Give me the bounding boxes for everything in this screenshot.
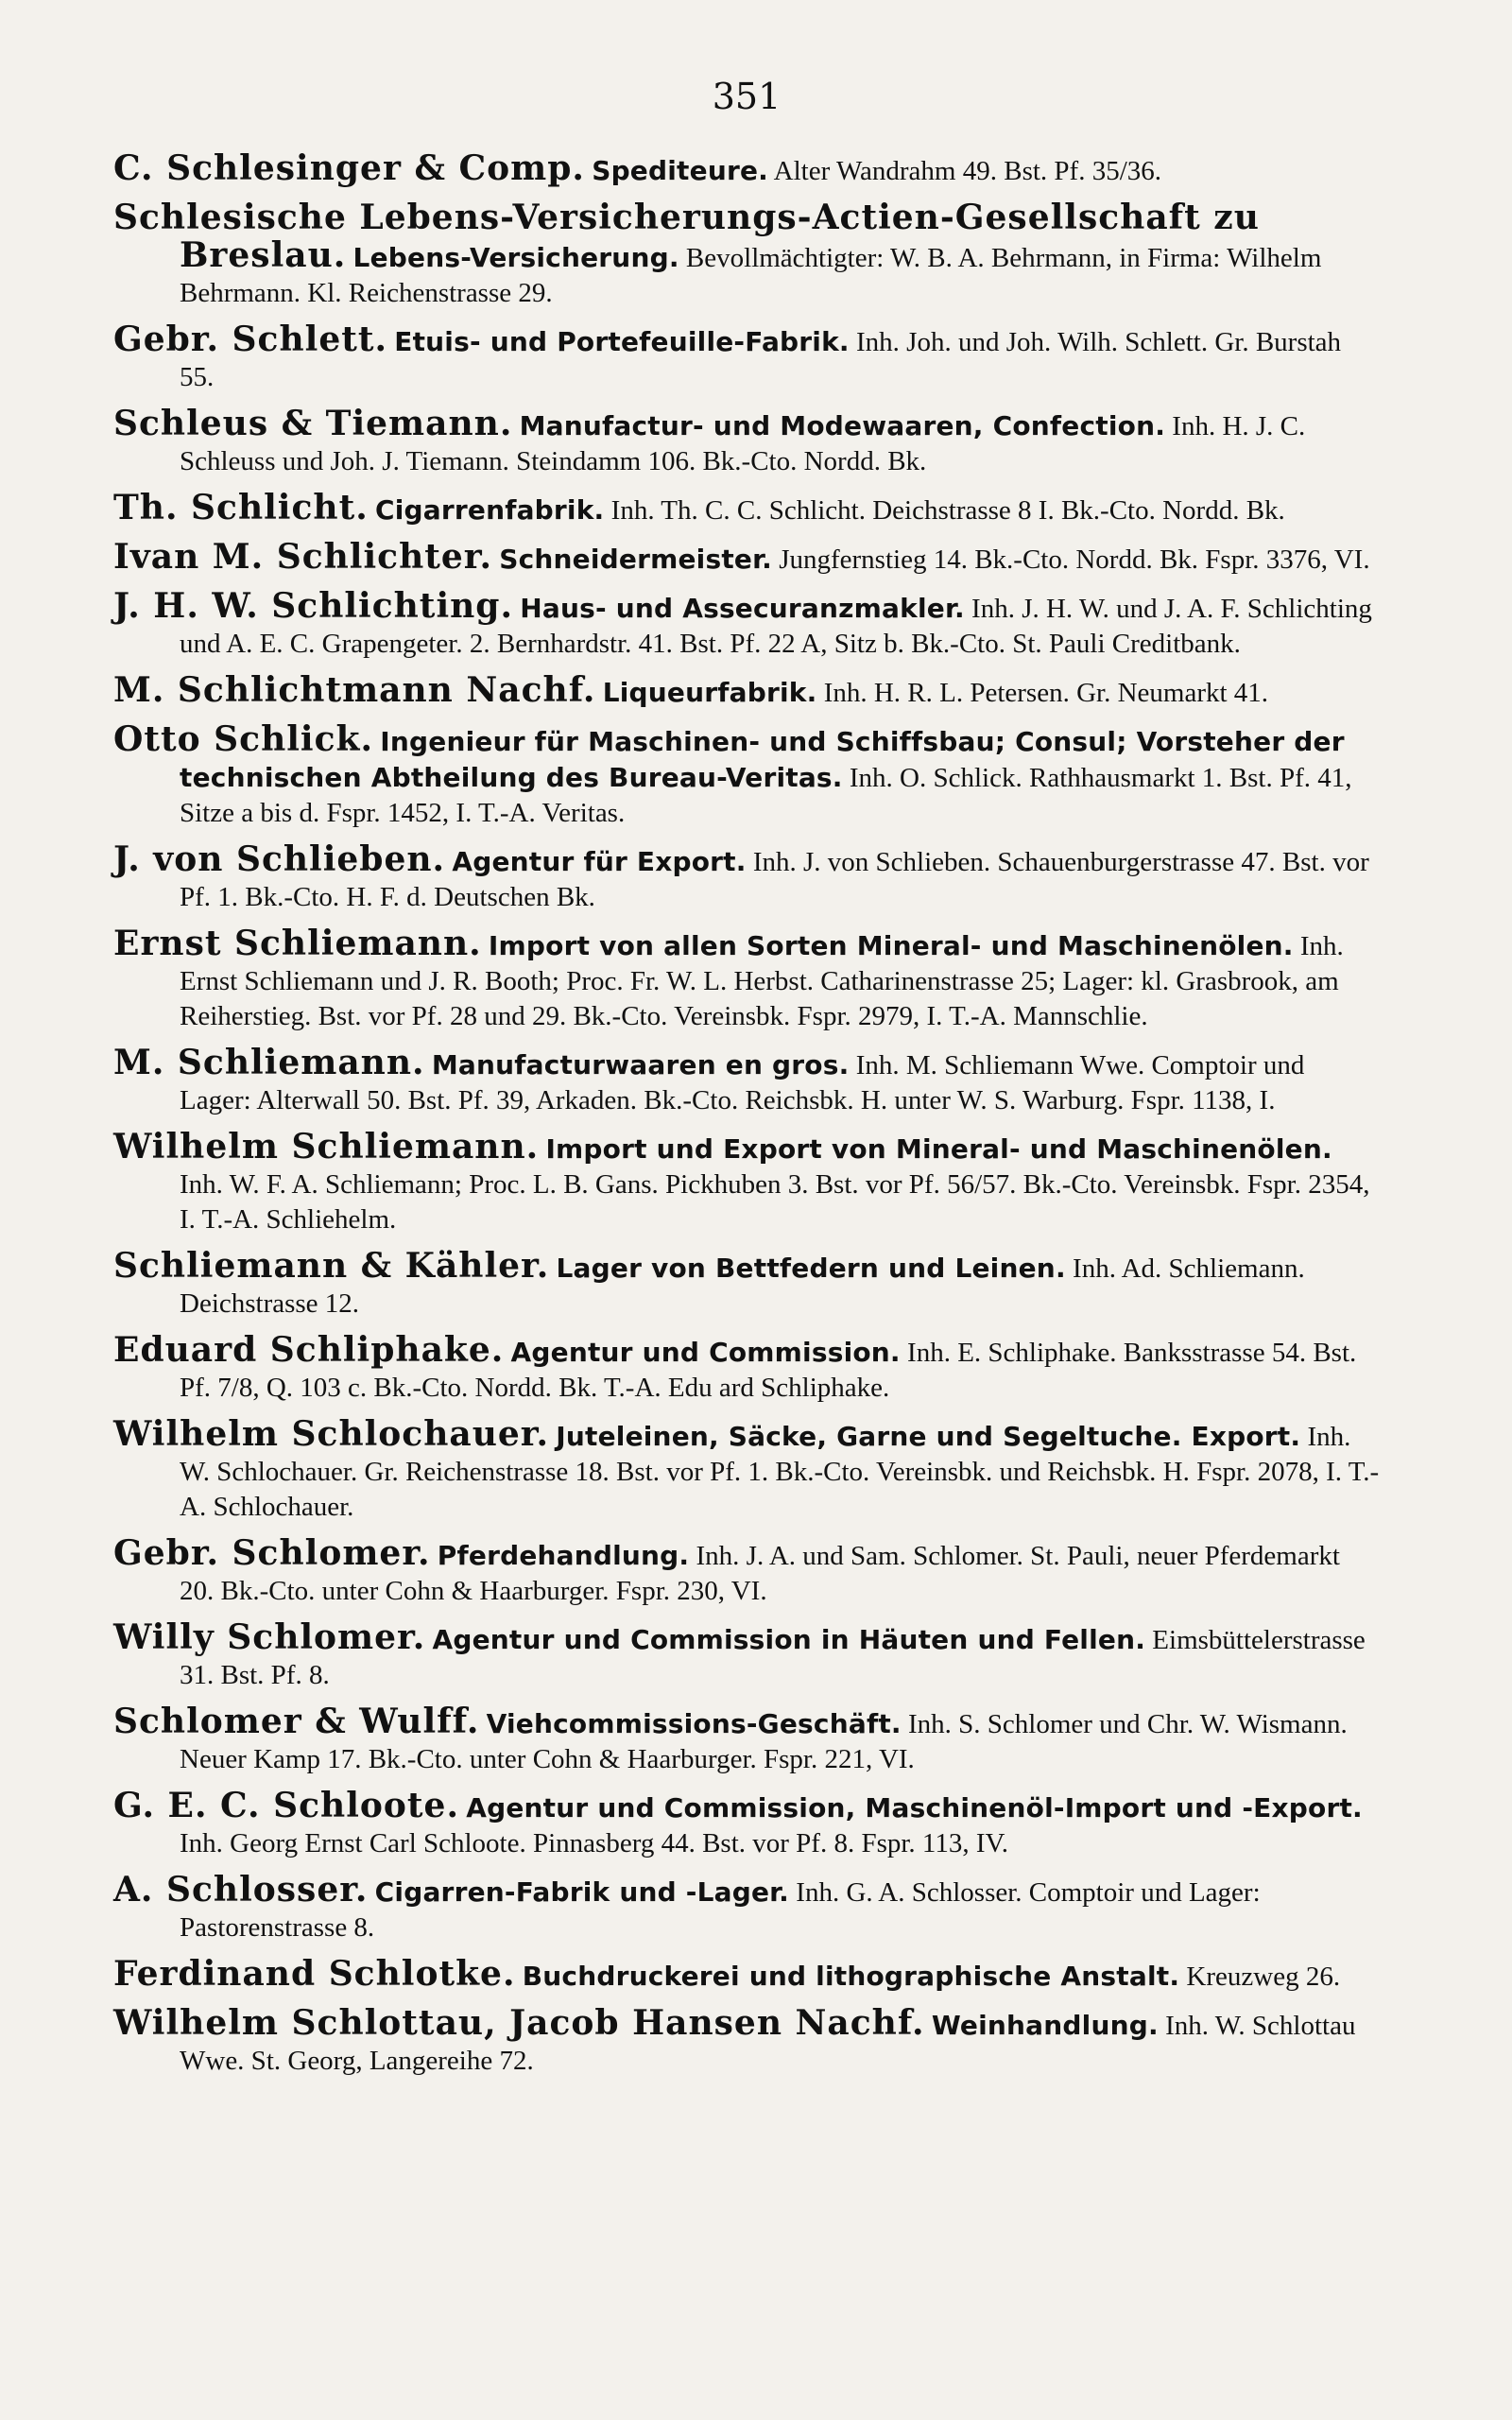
entry-details: Inh. G. A. Schlosser. Comptoir und Lager: Pastorenstrasse 8.: [180, 1877, 1261, 1943]
entry-name: Otto Schlick.: [113, 719, 374, 759]
entry-business: Import von allen Sorten Mineral- und Maschinenölen.: [488, 930, 1294, 961]
directory-entry: [113, 1870, 1380, 1945]
entry-name: M. Schlichtmann Nachf.: [113, 670, 596, 710]
entry-business: Manufacturwaaren en gros.: [431, 1049, 850, 1080]
entry-name: Th. Schlicht.: [113, 488, 369, 527]
entry-business: Schneidermeister.: [499, 544, 772, 575]
entry-business: Cigarren-Fabrik und -Lager.: [374, 1876, 790, 1908]
directory-entry: [113, 1330, 1380, 1406]
entry-business: Agentur für Export.: [452, 846, 747, 877]
entry-name: Wilhelm Schlochauer.: [113, 1414, 549, 1454]
entry-details: Inh. H. R. L. Petersen. Gr. Neumarkt 41.: [823, 678, 1269, 708]
entry-name: J. H. W. Schlichting.: [113, 586, 513, 626]
entry-name: Wilhelm Schlottau, Jacob Hansen Nachf.: [113, 2003, 925, 2043]
entry-details: Inh. W. Schlochauer. Gr. Reichenstrasse 18. Bst. vor Pf. 1. Bk.-Cto. Vereinsbk. und Reichsbk. H. Fspr. 2078, I. T.-A. Schlochauer.: [180, 1422, 1380, 1522]
entry-business: Buchdruckerei und lithographische Anstalt.: [522, 1961, 1180, 1992]
entry-details: Inh. O. Schlick. Rathhausmarkt 1. Bst. Pf. 41, Sitze a bis d. Fspr. 1452, I. T.-A. Veritas.: [180, 763, 1352, 828]
entry-business: Lager von Bettfedern und Leinen.: [556, 1253, 1066, 1284]
directory-entry: [113, 322, 1380, 395]
entry-name: M. Schliemann.: [113, 1043, 425, 1082]
entry-name: Schlesische Lebens-Versicherungs-Actien-Gesellschaft zu Breslau.: [113, 198, 1260, 275]
entry-business: Pferdehandlung.: [437, 1540, 690, 1571]
entry-name: Gebr. Schlett.: [113, 320, 388, 359]
entry-details: Alter Wandrahm 49. Bst. Pf. 35/36.: [773, 156, 1162, 186]
entry-business: Agentur und Commission in Häuten und Fellen.: [432, 1624, 1146, 1655]
entry-details: Inh. H. J. C. Schleuss und Joh. J. Tiemann. Steindamm 106. Bk.-Cto. Nordd. Bk.: [180, 411, 1306, 476]
directory-entry: [113, 1704, 1380, 1777]
directory-entry: [113, 1246, 1380, 1322]
entry-details: Kreuzweg 26.: [1186, 1962, 1341, 1992]
entry-business: Agentur und Commission, Maschinenöl-Import und -Export.: [466, 1792, 1363, 1824]
entry-details: Inh. J. H. W. und J. A. F. Schlichting und A. E. C. Grapengeter. 2. Bernhardstr. 41. Bst. Pf. 22 A, Sitz b. Bk.-Cto. St. Pauli Creditbank.: [180, 594, 1372, 659]
entry-business: Juteleinen, Säcke, Garne und Segeltuche. Export.: [556, 1421, 1301, 1452]
directory-entry: [113, 586, 1380, 662]
entry-details: Inh. Georg Ernst Carl Schloote. Pinnasberg 44. Bst. vor Pf. 8. Fspr. 113, IV.: [180, 1828, 1008, 1858]
directory-entry: [113, 719, 1380, 831]
entry-name: G. E. C. Schloote.: [113, 1786, 459, 1825]
entry-details: Eimsbüttelerstrasse 31. Bst. Pf. 8.: [180, 1625, 1366, 1690]
entry-details: Inh. J. A. und Sam. Schlomer. St. Pauli, neuer Pferdemarkt 20. Bk.-Cto. unter Cohn & Haarburger. Fspr. 230, VI.: [180, 1541, 1340, 1606]
entry-details: Inh. Ernst Schliemann und J. R. Booth; Proc. Fr. W. L. Herbst. Catharinenstrasse 25; Lager: kl. Grasbrook, am Reiherstieg. Bst. vor Pf. 28 und 29. Bk.-Cto. Vereinsbk. Fspr. 2979, I. T.-A. Mannschlie.: [180, 931, 1344, 1031]
directory-entry: [113, 926, 1380, 1034]
entry-name: Gebr. Schlomer.: [113, 1533, 431, 1573]
page-number: 351: [712, 76, 782, 117]
entry-business: Liqueurfabrik.: [602, 677, 817, 708]
entry-details: Inh. M. Schliemann Wwe. Comptoir und Lager: Alterwall 50. Bst. Pf. 39, Arkaden. Bk.-Cto. Reichsbk. H. unter W. S. Warburg. Fspr. 1138, I.: [180, 1050, 1305, 1115]
directory-entry: [113, 148, 1380, 189]
entry-details: Inh. S. Schlomer und Chr. W. Wismann. Neuer Kamp 17. Bk.-Cto. unter Cohn & Haarburger. Fspr. 221, VI.: [180, 1709, 1348, 1774]
entry-business: Import und Export von Mineral- und Maschinenölen.: [545, 1133, 1332, 1165]
entry-name: C. Schlesinger & Comp.: [113, 148, 585, 188]
directory-entry: [113, 1533, 1380, 1609]
directory-entry: [113, 1414, 1380, 1525]
entry-name: A. Schlosser.: [113, 1870, 369, 1910]
entry-details: Inh. Th. C. C. Schlicht. Deichstrasse 8 I. Bk.-Cto. Nordd. Bk.: [610, 495, 1285, 526]
entry-business: Ingenieur für Maschinen- und Schiffsbau; Consul; Vorsteher der technischen Abtheilung des Bureau-Veritas.: [180, 726, 1345, 793]
directory-entry: [113, 537, 1380, 578]
entry-name: Schleus & Tiemann.: [113, 404, 513, 443]
directory-entry: [113, 406, 1380, 479]
entry-details: Inh. W. Schlottau Wwe. St. Georg, Langereihe 72.: [180, 2011, 1356, 2076]
directory-entry: [113, 2003, 1380, 2079]
entry-business: Cigarrenfabrik.: [374, 494, 605, 526]
entry-business: Haus- und Assecuranzmakler.: [520, 593, 965, 624]
entry-name: Willy Schlomer.: [113, 1617, 426, 1657]
directory-entry: [113, 488, 1380, 528]
entry-business: Manufactur- und Modewaaren, Confection.: [519, 410, 1166, 441]
directory-entry: [113, 1043, 1380, 1118]
directory-page: [113, 76, 1380, 2090]
entry-business: Lebens-Versicherung.: [352, 242, 679, 273]
entry-name: Ernst Schliemann.: [113, 924, 482, 963]
entry-business: Agentur und Commission.: [510, 1337, 901, 1368]
entry-name: Wilhelm Schliemann.: [113, 1127, 540, 1167]
entry-details: Jungfernstieg 14. Bk.-Cto. Nordd. Bk. Fspr. 3376, VI.: [779, 544, 1370, 575]
entry-details: Inh. E. Schliphake. Banksstrasse 54. Bst. Pf. 7/8, Q. 103 c. Bk.-Cto. Nordd. Bk. T.-A. Edu ard Schliphake.: [180, 1338, 1357, 1403]
directory-entry: [113, 1954, 1380, 1995]
directory-entry: [113, 670, 1380, 711]
entry-name: Schlomer & Wulff.: [113, 1702, 480, 1741]
entry-name: Ferdinand Schlotke.: [113, 1954, 516, 1994]
directory-entry: [113, 1786, 1380, 1861]
directory-entry: [113, 1617, 1380, 1693]
directory-entry: [113, 1127, 1380, 1237]
entry-details: Bevollmächtigter: W. B. A. Behrmann, in Firma: Wilhelm Behrmann. Kl. Reichenstrasse 29.: [180, 243, 1322, 308]
entry-details: Inh. W. F. A. Schliemann; Proc. L. B. Gans. Pickhuben 3. Bst. vor Pf. 56/57. Bk.-Cto. Vereinsbk. Fspr. 2354, I. T.-A. Schliehelm.: [180, 1169, 1370, 1235]
entry-name: Eduard Schliphake.: [113, 1330, 505, 1370]
entry-business: Etuis- und Portefeuille-Fabrik.: [394, 326, 850, 357]
directory-entry: [113, 839, 1380, 915]
directory-entry: [113, 200, 1380, 311]
entry-business: Viehcommissions-Geschäft.: [486, 1708, 902, 1739]
entry-name: Ivan M. Schlichter.: [113, 537, 492, 577]
entry-details: Inh. J. von Schlieben. Schauenburgerstrasse 47. Bst. vor Pf. 1. Bk.-Cto. H. F. d. Deutschen Bk.: [180, 847, 1369, 912]
entry-business: Weinhandlung.: [931, 2010, 1159, 2041]
entry-details: Inh. Ad. Schliemann. Deichstrasse 12.: [180, 1253, 1305, 1319]
entry-name: J. von Schlieben.: [113, 839, 446, 879]
entry-details: Inh. Joh. und Joh. Wilh. Schlett. Gr. Burstah 55.: [180, 327, 1342, 392]
entry-name: Schliemann & Kähler.: [113, 1246, 550, 1286]
entry-business: Spediteure.: [592, 155, 768, 186]
